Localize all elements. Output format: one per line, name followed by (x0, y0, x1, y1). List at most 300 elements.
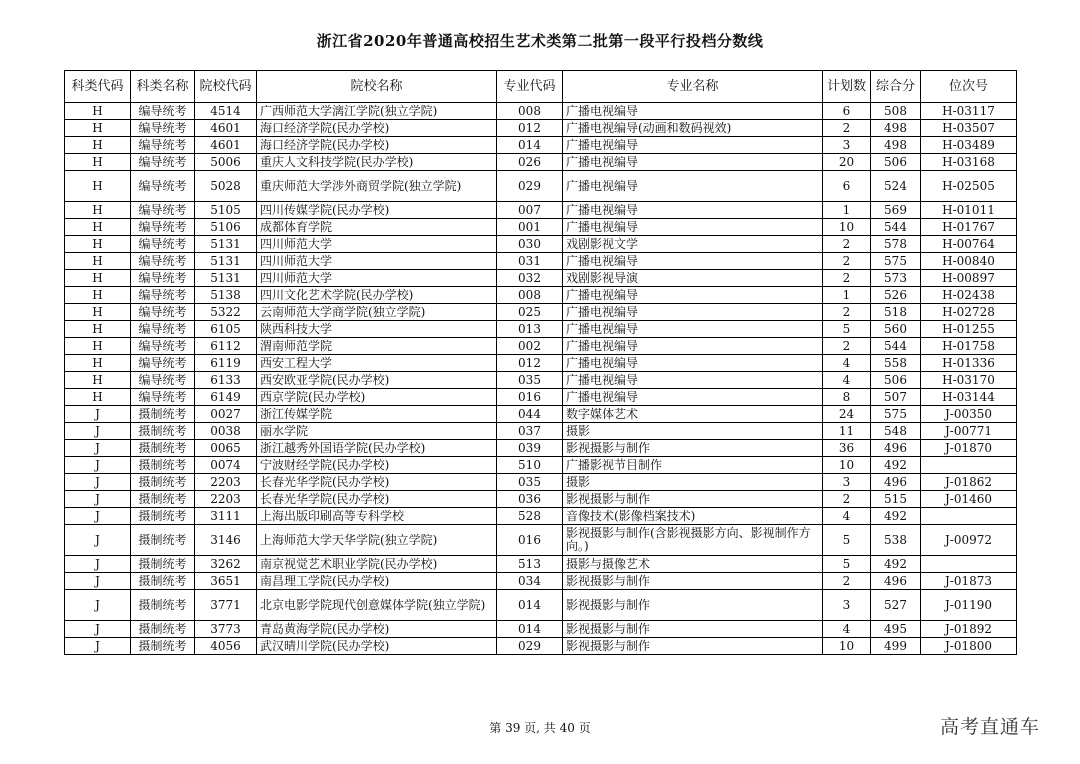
cell-major-code: 001 (497, 219, 563, 236)
cell-school-name: 南昌理工学院(民办学校) (257, 573, 497, 590)
cell-category-name: 摄制统考 (131, 525, 195, 556)
cell-category-name: 编导统考 (131, 321, 195, 338)
cell-plan-count: 10 (823, 457, 871, 474)
cell-score: 492 (871, 556, 921, 573)
cell-major-code: 008 (497, 287, 563, 304)
cell-major-name: 广播影视节目制作 (563, 457, 823, 474)
cell-category-name: 摄制统考 (131, 440, 195, 457)
cell-major-name: 影视摄影与制作 (563, 440, 823, 457)
table-row (65, 103, 1017, 120)
cell-school-name: 重庆人文科技学院(民办学校) (257, 154, 497, 171)
cell-category-code: J (65, 457, 131, 474)
cell-school-name: 宁波财经学院(民办学校) (257, 457, 497, 474)
cell-major-name: 戏剧影视文学 (563, 236, 823, 253)
cell-major-name: 影视摄影与制作(含影视摄影方向、影视制作方向。) (563, 525, 823, 556)
cell-plan-count: 2 (823, 120, 871, 137)
cell-category-code: J (65, 556, 131, 573)
cell-school-code: 0027 (195, 406, 257, 423)
cell-school-name: 西安欧亚学院(民办学校) (257, 372, 497, 389)
cell-score: 548 (871, 423, 921, 440)
cell-plan-count: 5 (823, 321, 871, 338)
cell-plan-count: 5 (823, 525, 871, 556)
cell-plan-count: 5 (823, 556, 871, 573)
cell-school-name: 四川传媒学院(民办学校) (257, 202, 497, 219)
cell-score: 508 (871, 103, 921, 120)
cell-category-code: H (65, 389, 131, 406)
cell-school-name: 上海师范大学天华学院(独立学院) (257, 525, 497, 556)
cell-category-code: J (65, 638, 131, 655)
cell-major-code: 002 (497, 338, 563, 355)
cell-school-name: 四川师范大学 (257, 236, 497, 253)
page-footer: 第 39 页, 共 40 页 (489, 721, 591, 735)
header-plan-count: 计划数 (823, 71, 871, 103)
cell-plan-count: 24 (823, 406, 871, 423)
cell-plan-count: 11 (823, 423, 871, 440)
cell-school-code: 6119 (195, 355, 257, 372)
cell-plan-count: 2 (823, 304, 871, 321)
cell-category-name: 摄制统考 (131, 573, 195, 590)
table-header-row (65, 71, 1017, 103)
cell-score: 526 (871, 287, 921, 304)
table-row (65, 120, 1017, 137)
cell-category-code: J (65, 440, 131, 457)
cell-category-code: H (65, 287, 131, 304)
cell-major-name: 影视摄影与制作 (563, 638, 823, 655)
cell-rank: H-03168 (921, 154, 1017, 171)
cell-score: 575 (871, 406, 921, 423)
cell-major-name: 广播电视编导 (563, 219, 823, 236)
cell-score: 492 (871, 508, 921, 525)
cell-rank: J-01873 (921, 573, 1017, 590)
table-row (65, 491, 1017, 508)
cell-school-name: 渭南师范学院 (257, 338, 497, 355)
cell-category-code: H (65, 338, 131, 355)
cell-plan-count: 1 (823, 287, 871, 304)
cell-major-code: 035 (497, 474, 563, 491)
cell-category-name: 摄制统考 (131, 638, 195, 655)
cell-school-code: 6105 (195, 321, 257, 338)
cell-major-code: 030 (497, 236, 563, 253)
header-category-name: 科类名称 (131, 71, 195, 103)
cell-school-name: 南京视觉艺术职业学院(民办学校) (257, 556, 497, 573)
cell-rank: H-01011 (921, 202, 1017, 219)
cell-school-code: 6149 (195, 389, 257, 406)
cell-category-code: H (65, 321, 131, 338)
cell-major-code: 036 (497, 491, 563, 508)
cell-major-name: 广播电视编导(动画和数码视效) (563, 120, 823, 137)
cell-rank: J-01460 (921, 491, 1017, 508)
cell-rank: H-01336 (921, 355, 1017, 372)
cell-rank: J-01190 (921, 590, 1017, 621)
score-table (64, 70, 1017, 655)
cell-major-code: 013 (497, 321, 563, 338)
cell-school-code: 5322 (195, 304, 257, 321)
cell-school-code: 5106 (195, 219, 257, 236)
cell-major-code: 039 (497, 440, 563, 457)
cell-category-name: 摄制统考 (131, 406, 195, 423)
table-row (65, 474, 1017, 491)
cell-plan-count: 4 (823, 621, 871, 638)
cell-school-code: 5028 (195, 171, 257, 202)
cell-major-name: 广播电视编导 (563, 389, 823, 406)
cell-rank: H-02728 (921, 304, 1017, 321)
cell-major-code: 014 (497, 621, 563, 638)
cell-school-name: 重庆师范大学涉外商贸学院(独立学院) (257, 171, 497, 202)
cell-major-name: 广播电视编导 (563, 338, 823, 355)
cell-score: 518 (871, 304, 921, 321)
cell-plan-count: 8 (823, 389, 871, 406)
cell-category-code: H (65, 103, 131, 120)
table-row (65, 406, 1017, 423)
cell-school-code: 5006 (195, 154, 257, 171)
cell-plan-count: 2 (823, 270, 871, 287)
cell-school-code: 0038 (195, 423, 257, 440)
cell-major-code: 014 (497, 137, 563, 154)
cell-category-code: H (65, 120, 131, 137)
cell-major-code: 510 (497, 457, 563, 474)
header-major-code: 专业代码 (497, 71, 563, 103)
cell-major-name: 音像技术(影像档案技术) (563, 508, 823, 525)
table-row (65, 590, 1017, 621)
cell-school-name: 青岛黄海学院(民办学校) (257, 621, 497, 638)
cell-school-name: 上海出版印刷高等专科学校 (257, 508, 497, 525)
header-school-code: 院校代码 (195, 71, 257, 103)
cell-school-name: 四川师范大学 (257, 270, 497, 287)
cell-category-name: 编导统考 (131, 219, 195, 236)
cell-score: 492 (871, 457, 921, 474)
cell-score: 495 (871, 621, 921, 638)
table-row (65, 171, 1017, 202)
table-row (65, 154, 1017, 171)
cell-score: 496 (871, 440, 921, 457)
cell-school-code: 5131 (195, 236, 257, 253)
cell-plan-count: 2 (823, 573, 871, 590)
cell-category-code: J (65, 491, 131, 508)
cell-score: 538 (871, 525, 921, 556)
cell-category-name: 编导统考 (131, 270, 195, 287)
cell-major-name: 戏剧影视导演 (563, 270, 823, 287)
cell-category-code: H (65, 270, 131, 287)
cell-rank: H-01767 (921, 219, 1017, 236)
cell-school-name: 云南师范大学商学院(独立学院) (257, 304, 497, 321)
cell-major-name: 摄影 (563, 474, 823, 491)
cell-major-code: 008 (497, 103, 563, 120)
cell-school-name: 浙江越秀外国语学院(民办学校) (257, 440, 497, 457)
cell-category-code: H (65, 219, 131, 236)
cell-rank: H-00897 (921, 270, 1017, 287)
cell-rank: J-00972 (921, 525, 1017, 556)
cell-major-code: 007 (497, 202, 563, 219)
cell-rank: J-01800 (921, 638, 1017, 655)
cell-school-code: 3651 (195, 573, 257, 590)
cell-category-code: J (65, 590, 131, 621)
cell-category-name: 摄制统考 (131, 491, 195, 508)
watermark-logo-text: 高考直通车 (940, 716, 1041, 738)
header-rank: 位次号 (921, 71, 1017, 103)
cell-school-code: 5105 (195, 202, 257, 219)
cell-major-name: 广播电视编导 (563, 137, 823, 154)
cell-category-name: 编导统考 (131, 389, 195, 406)
cell-school-name: 四川文化艺术学院(民办学校) (257, 287, 497, 304)
cell-major-code: 016 (497, 389, 563, 406)
table-row (65, 304, 1017, 321)
cell-category-name: 编导统考 (131, 154, 195, 171)
cell-major-code: 044 (497, 406, 563, 423)
cell-school-code: 3773 (195, 621, 257, 638)
table-row (65, 253, 1017, 270)
cell-plan-count: 6 (823, 103, 871, 120)
cell-major-code: 528 (497, 508, 563, 525)
cell-plan-count: 2 (823, 338, 871, 355)
cell-category-name: 摄制统考 (131, 556, 195, 573)
table-row (65, 202, 1017, 219)
cell-rank: H-01758 (921, 338, 1017, 355)
table-row (65, 338, 1017, 355)
table-row (65, 525, 1017, 556)
cell-rank: J-01862 (921, 474, 1017, 491)
cell-major-name: 广播电视编导 (563, 202, 823, 219)
cell-major-code: 035 (497, 372, 563, 389)
cell-category-code: H (65, 372, 131, 389)
table-row (65, 457, 1017, 474)
cell-school-code: 2203 (195, 474, 257, 491)
cell-score: 515 (871, 491, 921, 508)
header-school-name: 院校名称 (257, 71, 497, 103)
cell-category-name: 编导统考 (131, 103, 195, 120)
cell-school-code: 3771 (195, 590, 257, 621)
cell-major-name: 广播电视编导 (563, 154, 823, 171)
cell-school-code: 3111 (195, 508, 257, 525)
cell-school-code: 5131 (195, 253, 257, 270)
cell-school-name: 长春光华学院(民办学校) (257, 491, 497, 508)
cell-category-code: J (65, 573, 131, 590)
cell-major-code: 513 (497, 556, 563, 573)
cell-major-name: 广播电视编导 (563, 103, 823, 120)
cell-category-code: J (65, 406, 131, 423)
cell-category-name: 摄制统考 (131, 621, 195, 638)
cell-major-code: 012 (497, 120, 563, 137)
cell-category-code: H (65, 137, 131, 154)
cell-score: 506 (871, 372, 921, 389)
cell-rank: H-02438 (921, 287, 1017, 304)
cell-major-name: 摄影 (563, 423, 823, 440)
cell-rank: J-01892 (921, 621, 1017, 638)
cell-category-code: H (65, 202, 131, 219)
cell-major-name: 广播电视编导 (563, 321, 823, 338)
cell-category-code: H (65, 171, 131, 202)
cell-school-code: 3146 (195, 525, 257, 556)
cell-category-name: 摄制统考 (131, 474, 195, 491)
cell-category-name: 编导统考 (131, 236, 195, 253)
cell-major-code: 026 (497, 154, 563, 171)
cell-score: 496 (871, 474, 921, 491)
cell-school-name: 西京学院(民办学校) (257, 389, 497, 406)
table-row (65, 556, 1017, 573)
cell-score: 544 (871, 338, 921, 355)
cell-major-code: 034 (497, 573, 563, 590)
cell-plan-count: 2 (823, 253, 871, 270)
cell-school-name: 陕西科技大学 (257, 321, 497, 338)
cell-category-name: 编导统考 (131, 137, 195, 154)
cell-major-code: 029 (497, 638, 563, 655)
cell-category-code: H (65, 236, 131, 253)
cell-category-code: J (65, 621, 131, 638)
cell-school-name: 海口经济学院(民办学校) (257, 120, 497, 137)
cell-category-name: 编导统考 (131, 171, 195, 202)
cell-rank: H-03117 (921, 103, 1017, 120)
cell-rank: H-03170 (921, 372, 1017, 389)
cell-school-name: 武汉晴川学院(民办学校) (257, 638, 497, 655)
cell-school-code: 6133 (195, 372, 257, 389)
cell-plan-count: 20 (823, 154, 871, 171)
table-row (65, 638, 1017, 655)
cell-school-code: 3262 (195, 556, 257, 573)
cell-plan-count: 3 (823, 474, 871, 491)
cell-category-name: 编导统考 (131, 202, 195, 219)
cell-major-name: 广播电视编导 (563, 304, 823, 321)
cell-plan-count: 2 (823, 491, 871, 508)
cell-category-code: J (65, 423, 131, 440)
cell-category-code: H (65, 154, 131, 171)
cell-major-code: 032 (497, 270, 563, 287)
cell-major-code: 029 (497, 171, 563, 202)
cell-category-code: H (65, 355, 131, 372)
cell-major-name: 广播电视编导 (563, 355, 823, 372)
cell-major-code: 037 (497, 423, 563, 440)
cell-rank (921, 457, 1017, 474)
cell-category-name: 摄制统考 (131, 423, 195, 440)
cell-rank: H-00840 (921, 253, 1017, 270)
cell-rank: H-01255 (921, 321, 1017, 338)
cell-major-code: 025 (497, 304, 563, 321)
cell-school-name: 长春光华学院(民办学校) (257, 474, 497, 491)
cell-score: 496 (871, 573, 921, 590)
table-row (65, 219, 1017, 236)
cell-major-name: 摄影与摄像艺术 (563, 556, 823, 573)
cell-category-name: 摄制统考 (131, 590, 195, 621)
cell-major-code: 014 (497, 590, 563, 621)
cell-plan-count: 36 (823, 440, 871, 457)
cell-school-name: 西安工程大学 (257, 355, 497, 372)
table-row (65, 423, 1017, 440)
cell-major-name: 广播电视编导 (563, 372, 823, 389)
table-row (65, 621, 1017, 638)
cell-score: 573 (871, 270, 921, 287)
cell-plan-count: 2 (823, 236, 871, 253)
cell-major-name: 数字媒体艺术 (563, 406, 823, 423)
cell-category-name: 编导统考 (131, 120, 195, 137)
cell-rank: H-03507 (921, 120, 1017, 137)
cell-score: 499 (871, 638, 921, 655)
cell-major-code: 012 (497, 355, 563, 372)
cell-school-code: 4601 (195, 120, 257, 137)
cell-rank: J-00350 (921, 406, 1017, 423)
cell-plan-count: 10 (823, 638, 871, 655)
cell-rank: J-00771 (921, 423, 1017, 440)
cell-score: 558 (871, 355, 921, 372)
table-row (65, 573, 1017, 590)
cell-school-name: 北京电影学院现代创意媒体学院(独立学院) (257, 590, 497, 621)
cell-category-code: J (65, 508, 131, 525)
cell-school-name: 浙江传媒学院 (257, 406, 497, 423)
cell-category-name: 编导统考 (131, 287, 195, 304)
table-row (65, 287, 1017, 304)
cell-school-name: 广西师范大学漓江学院(独立学院) (257, 103, 497, 120)
cell-school-code: 0065 (195, 440, 257, 457)
cell-school-name: 四川师范大学 (257, 253, 497, 270)
cell-score: 507 (871, 389, 921, 406)
header-major-name: 专业名称 (563, 71, 823, 103)
cell-major-name: 广播电视编导 (563, 171, 823, 202)
header-score: 综合分 (871, 71, 921, 103)
table-row (65, 389, 1017, 406)
cell-category-name: 编导统考 (131, 253, 195, 270)
cell-score: 575 (871, 253, 921, 270)
cell-score: 506 (871, 154, 921, 171)
cell-plan-count: 6 (823, 171, 871, 202)
cell-category-name: 编导统考 (131, 355, 195, 372)
table-row (65, 355, 1017, 372)
cell-major-code: 031 (497, 253, 563, 270)
cell-school-code: 0074 (195, 457, 257, 474)
cell-school-name: 丽水学院 (257, 423, 497, 440)
cell-plan-count: 4 (823, 372, 871, 389)
cell-score: 498 (871, 120, 921, 137)
table-row (65, 137, 1017, 154)
table-row (65, 508, 1017, 525)
cell-plan-count: 4 (823, 508, 871, 525)
cell-category-code: J (65, 525, 131, 556)
cell-major-name: 广播电视编导 (563, 287, 823, 304)
cell-school-code: 2203 (195, 491, 257, 508)
cell-school-code: 6112 (195, 338, 257, 355)
cell-score: 569 (871, 202, 921, 219)
cell-major-name: 影视摄影与制作 (563, 621, 823, 638)
cell-school-code: 4601 (195, 137, 257, 154)
cell-category-name: 编导统考 (131, 304, 195, 321)
cell-score: 560 (871, 321, 921, 338)
cell-category-name: 摄制统考 (131, 457, 195, 474)
cell-school-name: 海口经济学院(民办学校) (257, 137, 497, 154)
table-row (65, 236, 1017, 253)
cell-score: 498 (871, 137, 921, 154)
cell-score: 578 (871, 236, 921, 253)
cell-category-code: H (65, 253, 131, 270)
cell-school-code: 4056 (195, 638, 257, 655)
cell-school-name: 成都体育学院 (257, 219, 497, 236)
cell-plan-count: 1 (823, 202, 871, 219)
cell-plan-count: 3 (823, 590, 871, 621)
cell-category-name: 摄制统考 (131, 508, 195, 525)
cell-school-code: 5138 (195, 287, 257, 304)
cell-plan-count: 10 (823, 219, 871, 236)
table-row (65, 321, 1017, 338)
table-row (65, 372, 1017, 389)
cell-major-name: 广播电视编导 (563, 253, 823, 270)
page-title: 浙江省2020年普通高校招生艺术类第二批第一段平行投档分数线 (316, 32, 764, 50)
cell-major-code: 016 (497, 525, 563, 556)
header-category-code: 科类代码 (65, 71, 131, 103)
cell-rank: H-00764 (921, 236, 1017, 253)
cell-rank: J-01870 (921, 440, 1017, 457)
cell-major-name: 影视摄影与制作 (563, 491, 823, 508)
cell-major-name: 影视摄影与制作 (563, 590, 823, 621)
table-row (65, 440, 1017, 457)
cell-rank: H-03144 (921, 389, 1017, 406)
cell-major-name: 影视摄影与制作 (563, 573, 823, 590)
cell-score: 524 (871, 171, 921, 202)
cell-score: 527 (871, 590, 921, 621)
